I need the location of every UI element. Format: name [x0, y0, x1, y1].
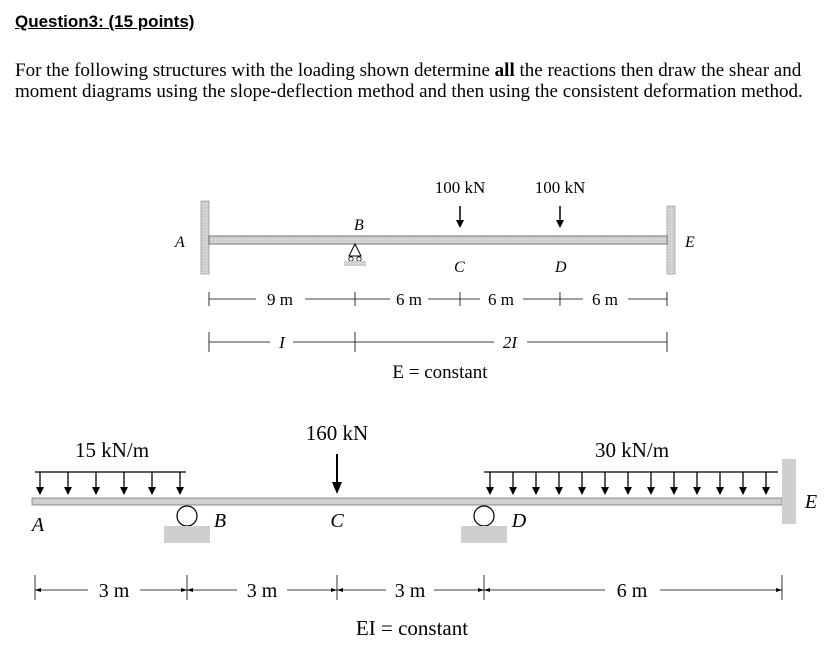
fixed-support-E — [667, 206, 675, 274]
udl-right — [484, 472, 778, 495]
fig2-span-DE: 6 m — [616, 580, 648, 602]
roller-support-B2 — [164, 506, 210, 543]
point-load-C — [332, 454, 342, 494]
fig1-label-C: C — [454, 259, 465, 276]
fig1-inertia-AB: I — [279, 333, 285, 352]
fig2-load-left: 15 kN/m — [74, 438, 150, 462]
fig2-note: EI = constant — [355, 616, 469, 640]
fig1-inertia-BE: 2I — [502, 333, 518, 352]
fig1-span-DE: 6 m — [592, 290, 618, 309]
question-heading: Question3: (15 points) — [15, 12, 195, 31]
fig2-span-BC: 3 m — [246, 580, 278, 602]
fig1-load-C: 100 kN — [434, 178, 486, 197]
fixed-support-E2 — [782, 459, 796, 524]
fig1-load-D: 100 kN — [534, 178, 586, 197]
fig2-label-B: B — [213, 510, 227, 532]
fig1-label-D: D — [555, 259, 567, 276]
fig2-load-point: 160 kN — [305, 421, 369, 445]
fig2-span-CD: 3 m — [394, 580, 426, 602]
fig2-label-E: E — [804, 491, 818, 513]
fig1-span-CD: 6 m — [488, 290, 514, 309]
roller-support-B — [344, 244, 366, 266]
fig1-inertia-dimensions — [209, 332, 667, 352]
figure-1 — [174, 178, 695, 383]
question-text-part-2: the reactions then draw the shear and moment diagrams using the slope-deflection method and then using the consistent deformation method. — [15, 60, 803, 102]
question-text-part-1: For the following structures with the loading shown determine — [15, 60, 495, 81]
fig2-label-A: A — [31, 514, 45, 536]
udl-left — [35, 472, 186, 495]
fig1-note: E = constant — [392, 362, 488, 383]
roller-support-D2 — [461, 506, 507, 543]
fig2-span-AB: 3 m — [98, 580, 130, 602]
beam-2 — [32, 498, 782, 505]
figure-2 — [30, 421, 817, 640]
fig1-label-B: B — [354, 217, 364, 234]
fig1-span-AB: 9 m — [267, 290, 293, 309]
load-arrow-D — [556, 206, 564, 228]
beam-1 — [209, 236, 667, 244]
question-text-bold: all — [494, 60, 515, 81]
fig1-label-E: E — [685, 234, 695, 251]
fig2-load-right: 30 kN/m — [594, 438, 670, 462]
fig1-span-BC: 6 m — [396, 290, 422, 309]
fig2-label-D: D — [511, 510, 527, 532]
fig1-label-A: A — [175, 234, 185, 251]
fixed-support-A — [201, 201, 209, 274]
load-arrow-C — [456, 206, 464, 228]
fig2-label-C: C — [330, 510, 344, 532]
